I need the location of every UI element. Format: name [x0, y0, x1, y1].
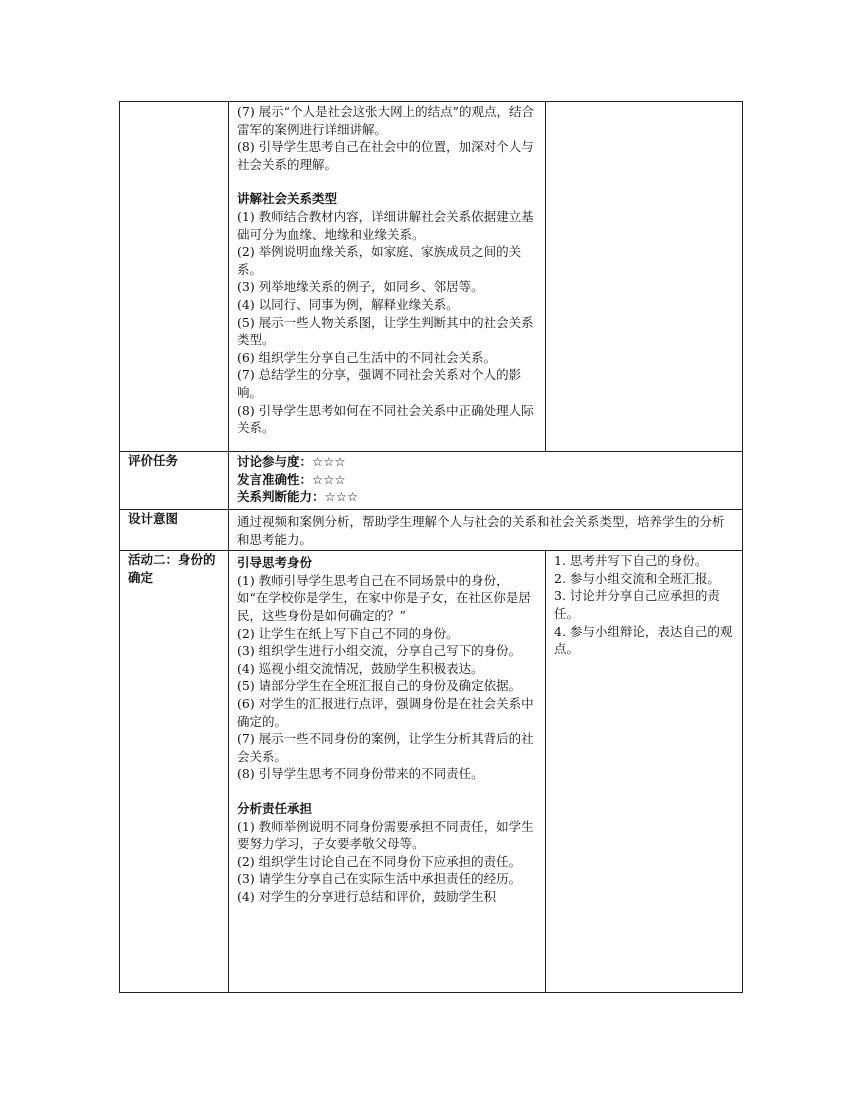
- step-line: (7) 展示一些不同身份的案例，让学生分析其背后的社会关系。: [237, 731, 534, 764]
- row-label-cell: [120, 102, 229, 452]
- design-label: 设计意图: [128, 511, 179, 526]
- lesson-plan-table: [119, 101, 743, 993]
- section-heading: 分析责任承担: [237, 800, 313, 816]
- evaluation-item: [237, 488, 734, 506]
- step-line: (4) 巡视小组交流情况，鼓励学生积极表达。: [237, 660, 484, 676]
- evaluation-item-name: 发言准确性：: [237, 471, 313, 487]
- evaluation-content-cell: [229, 452, 743, 510]
- student-step: 3. 讨论并分享自己应承担的责任。: [554, 588, 720, 621]
- student-step: 1. 思考并写下自己的身份。: [554, 553, 708, 569]
- step-line: (8) 引导学生思考不同身份带来的不同责任。: [237, 766, 484, 782]
- student-activity-cell: [546, 102, 743, 452]
- step-line: (4) 以同行、同事为例，解释业缘关系。: [237, 296, 459, 312]
- step-line: (5) 展示一些人物关系图，让学生判断其中的社会关系类型。: [237, 314, 534, 348]
- star-rating: ☆☆☆: [312, 454, 346, 469]
- step-line: (6) 组织学生分享自己生活中的不同社会关系。: [237, 349, 497, 365]
- student-activity-cell: [546, 551, 743, 993]
- step-line: (6) 对学生的汇报进行点评，强调身份是在社会关系中确定的。: [237, 695, 534, 729]
- evaluation-row: [120, 452, 743, 510]
- step-line: (1) 教师结合教材内容，详细讲解社会关系依据建立基础可分为血缘、地缘和业缘关系。: [237, 208, 534, 242]
- evaluation-label: 评价任务: [128, 453, 179, 468]
- design-text: 通过视频和案例分析，帮助学生理解个人与社会的关系和社会关系类型，培养学生的分析和思考能力。: [237, 514, 725, 547]
- blank-line: [237, 783, 537, 800]
- step-line: (8) 引导学生思考如何在不同社会关系中正确处理人际关系。: [237, 402, 534, 436]
- evaluation-label-cell: [120, 452, 229, 510]
- evaluation-item-name: 关系判断能力：: [237, 489, 325, 505]
- activity-label-cell: [120, 551, 229, 993]
- teacher-activity-cell: [229, 551, 546, 993]
- step-line: (3) 请学生分享自己在实际生活中承担责任的经历。: [237, 871, 522, 887]
- evaluation-item-name: 讨论参与度：: [237, 454, 313, 469]
- star-rating: ☆☆☆: [324, 489, 359, 505]
- step-line: (2) 让学生在纸上写下自己不同的身份。: [237, 625, 459, 641]
- step-line: (2) 组织学生讨论自己在不同身份下应承担的责任。: [237, 853, 522, 869]
- step-line: (7) 展示“个人是社会这张大网上的结点”的观点，结合雷军的案例进行详细讲解。: [237, 104, 534, 137]
- step-line: (1) 教师举例说明不同身份需要承担不同责任，如学生要努力学习，子女要孝敬父母等。: [237, 818, 534, 852]
- step-line: (7) 总结学生的分享，强调不同社会关系对个人的影响。: [237, 367, 522, 400]
- activity-two-row: [120, 551, 743, 993]
- student-step: 4. 参与小组辩论，表达自己的观点。: [554, 623, 733, 657]
- section-heading: 引导思考身份: [237, 555, 313, 571]
- teaching-process-row: [120, 102, 743, 452]
- design-label-cell: [120, 510, 229, 551]
- design-intent-row: [120, 510, 743, 551]
- step-line: (5) 请部分学生在全班汇报自己的身份及确定依据。: [237, 678, 522, 694]
- step-line: (8) 引导学生思考自己在社会中的位置，加深对个人与社会关系的理解。: [237, 139, 534, 172]
- student-step: 2. 参与小组交流和全班汇报。: [554, 570, 720, 586]
- activity-label: 活动二：身份的确定: [128, 552, 216, 586]
- step-line: (4) 对学生的分享进行总结和评价，鼓励学生积: [237, 888, 497, 904]
- section-heading: 讲解社会关系类型: [237, 191, 338, 207]
- step-line: (2) 举例说明血缘关系，如家庭、家族成员之间的关系。: [237, 244, 522, 277]
- step-line: (3) 列举地缘关系的例子，如同乡、邻居等。: [237, 279, 484, 295]
- design-content-cell: [229, 510, 743, 551]
- step-line: (1) 教师引导学生思考自己在不同场景中的身份，如“在学校你是学生，在家中你是子女，在社区你是居民，这些身份是如何确定的？”: [237, 572, 531, 623]
- step-line: (3) 组织学生进行小组交流，分享自己写下的身份。: [237, 643, 522, 659]
- evaluation-item: [237, 453, 734, 471]
- teacher-activity-cell: [229, 102, 546, 452]
- evaluation-item: [237, 471, 734, 489]
- blank-line: [237, 173, 537, 190]
- star-rating: ☆☆☆: [312, 471, 346, 487]
